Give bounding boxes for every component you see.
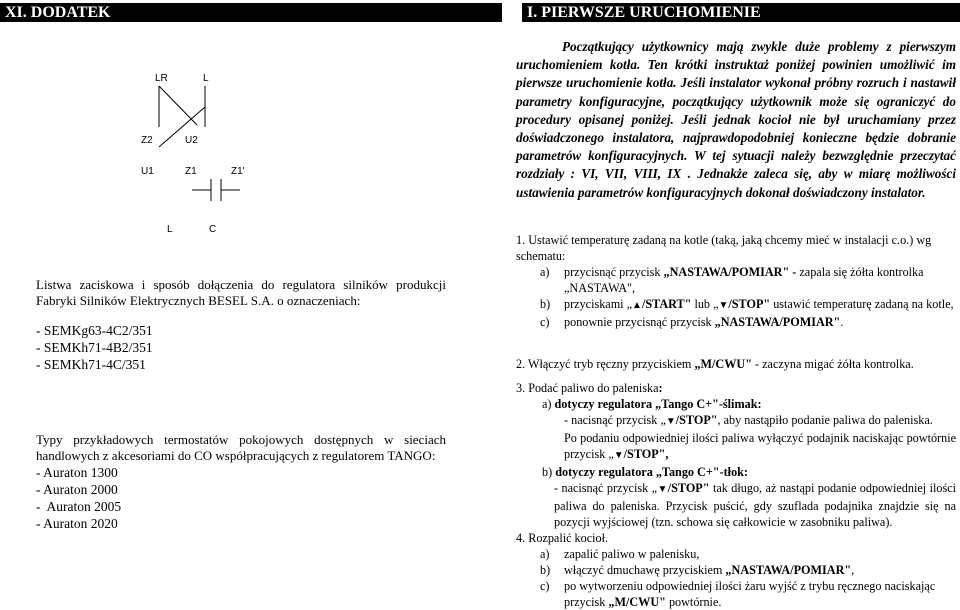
button-name: /STOP", <box>623 447 669 461</box>
arrow-down-icon: ▼ <box>665 416 676 427</box>
button-name: „NASTAWA/POMIAR" <box>725 563 852 577</box>
thermostat-item: - Auraton 2000 <box>36 482 118 497</box>
section-header-appendix: XI. DODATEK <box>0 3 502 22</box>
text: dotyczy regulatora „Tango C+"-tłok: <box>555 465 748 479</box>
text: . <box>840 315 844 329</box>
thermostat-item: - Auraton 1300 <box>36 465 118 480</box>
text: zapala się żółta kontrolka „NASTAWA", <box>564 265 924 295</box>
button-name: /START" <box>641 297 692 311</box>
terminal-label-c: C <box>209 224 217 235</box>
thermostat-item: - Auraton 2005 <box>36 499 122 514</box>
text: przyciskami „ <box>564 297 633 311</box>
text: zapalić paliwo w palenisku, <box>564 547 700 561</box>
step-3-b-head <box>516 464 956 480</box>
terminal-label-l: L <box>203 73 209 84</box>
motor-model-item: - SEMKh71-4B2/351 <box>36 340 153 355</box>
text: włączyć dmuchawę przyciskiem <box>564 563 726 577</box>
step-3-a-line2 <box>516 430 956 464</box>
text: przycisnąć przycisk <box>564 265 664 279</box>
step-4-c <box>516 578 956 610</box>
list-marker: c) <box>540 315 550 329</box>
text: , <box>851 563 855 577</box>
step-1-b <box>516 296 956 314</box>
section-header-first-start: I. PIERWSZE URUCHOMIENIE <box>522 3 960 22</box>
step-1 <box>516 232 956 330</box>
thermostat-intro: Typy przykładowych termostatów pokojowych dostępnych w sieciach handlowych z akcesoriami do CO współpracujących z regulatorem TANGO: <box>36 432 446 463</box>
button-name: „M/CWU" <box>608 595 666 609</box>
text: - nacisnąć przycisk „ <box>564 413 666 427</box>
step-4-title: 4. Rozpalić kocioł. <box>516 531 609 545</box>
button-name: NASTAWA/POMIAR" <box>720 315 841 329</box>
text: , aby nastąpiło podanie paliwa do paleniska. <box>717 413 933 427</box>
text: tak długo, aż nastąpi podanie odpowiedniej ilości paliwa do paleniska. Przycisk puścić, gdy szuflada podajnika znajdzie się na pozycji wyjściowej (tzn. schowa się całkowicie w zasobniku paliwa). <box>554 481 956 529</box>
step-3 <box>516 380 956 530</box>
button-name: „NASTAWA/POMIAR" - <box>663 265 797 279</box>
terminal-wiring-diagram <box>125 65 275 245</box>
step-1-a <box>516 264 956 296</box>
step-3-a-head <box>516 396 956 412</box>
text: - zaczyna migać żółta kontrolka. <box>752 357 914 371</box>
arrow-down-icon: ▼ <box>657 484 668 495</box>
list-marker: c) <box>540 579 550 593</box>
button-name: /STOP" <box>667 481 710 495</box>
list-marker: a) <box>540 265 550 279</box>
diagram-caption: Listwa zaciskowa i sposób dołączenia do regulatora silników produkcji Fabryki Silników Elektrycznych BESEL S.A. o oznaczeniach: <box>36 277 446 308</box>
step-2 <box>516 356 956 372</box>
button-name: /STOP" <box>728 297 771 311</box>
arrow-down-icon: ▼ <box>718 300 729 311</box>
arrow-up-icon: ▲ <box>632 300 642 311</box>
step-4-b <box>516 562 956 578</box>
step-4 <box>516 530 956 610</box>
text: ponownie przycisnąć przycisk <box>564 315 715 329</box>
step-1-title: 1. Ustawić temperaturę zadaną na kotle (taką, jaką chcemy mieć w instalacji c.o.) wg schematu: <box>516 233 932 263</box>
step-1-c <box>516 314 956 330</box>
terminal-label-l-bottom: L <box>167 224 173 235</box>
text: : <box>658 381 663 395</box>
button-name: „M/CWU" <box>694 357 752 371</box>
text: powtórnie. <box>665 595 722 609</box>
text: b) <box>542 465 556 479</box>
button-name: /STOP" <box>675 413 718 427</box>
text: Po podaniu odpowiedniej ilości paliwa wyłączyć podajnik naciskając powtórnie przycisk „ <box>564 431 956 461</box>
terminal-label-lr: LR <box>155 73 168 84</box>
intro-text: Początkujący użytkownicy mają zwykle duże problemy z pierwszym uruchomieniem kotła. Ten krótki instruktaż poniżej powinien umożliwić im pierwsze uruchomienie kotła. Jeśli instalator wykonał próbny rozruch i nastawił parametry konfiguracyjne, początkujący użytkownik może się ograniczyć do procedury opisanej poniżej. Jeśli jednak kocioł nie był uruchamiany przez doświadczonego instalatora, najprawdopodobniej konieczne będzie dobranie parametrów konfiguracyjnych. W tej sytuacji należy bezwzględnie przeczytać rozdziały : VI, VII, VIII, IX . Jednakże zaleca się, aby w miarę możliwości ustawienia parametrów konfiguracyjnych dokonał doświadczony instalator. <box>516 39 956 200</box>
list-marker: b) <box>540 563 551 577</box>
text: dotyczy regulatora „Tango C+"-ślimak: <box>554 397 762 411</box>
button-name-open: „ <box>714 315 721 329</box>
text: a) <box>542 397 555 411</box>
terminal-label-z1-prime: Z1' <box>231 166 245 177</box>
text: lub „ <box>691 297 719 311</box>
wiring-lines <box>125 65 275 245</box>
terminal-label-z2: Z2 <box>141 135 153 146</box>
terminal-label-z1: Z1 <box>185 166 197 177</box>
thermostat-list <box>36 464 121 532</box>
text: 3. Podać paliwo do paleniska <box>516 381 659 395</box>
list-marker: b) <box>540 297 551 311</box>
terminal-label-u2: U2 <box>185 135 198 146</box>
list-marker: a) <box>540 547 550 561</box>
intro-paragraph <box>516 38 956 202</box>
motor-model-item: - SEMKg63-4C2/351 <box>36 323 153 338</box>
text: ustawić temperaturę zadaną na kotle, <box>770 297 954 311</box>
step-3-b-line1 <box>516 480 956 530</box>
text: - nacisnąć przycisk „ <box>554 481 658 495</box>
thermostat-item: - Auraton 2020 <box>36 516 118 531</box>
step-4-a <box>516 546 956 562</box>
terminal-label-u1: U1 <box>141 166 154 177</box>
text: po wytworzeniu odpowiedniej ilości żaru wyjść z trybu ręcznego naciskając przycisk <box>564 579 936 609</box>
arrow-down-icon: ▼ <box>613 450 624 461</box>
text: 2. Włączyć tryb ręczny przyciskiem <box>516 357 695 371</box>
motor-model-list <box>36 322 153 373</box>
motor-model-item: - SEMKh71-4C/351 <box>36 357 146 372</box>
step-3-a-line1 <box>516 412 956 430</box>
step-3-title <box>516 380 956 396</box>
